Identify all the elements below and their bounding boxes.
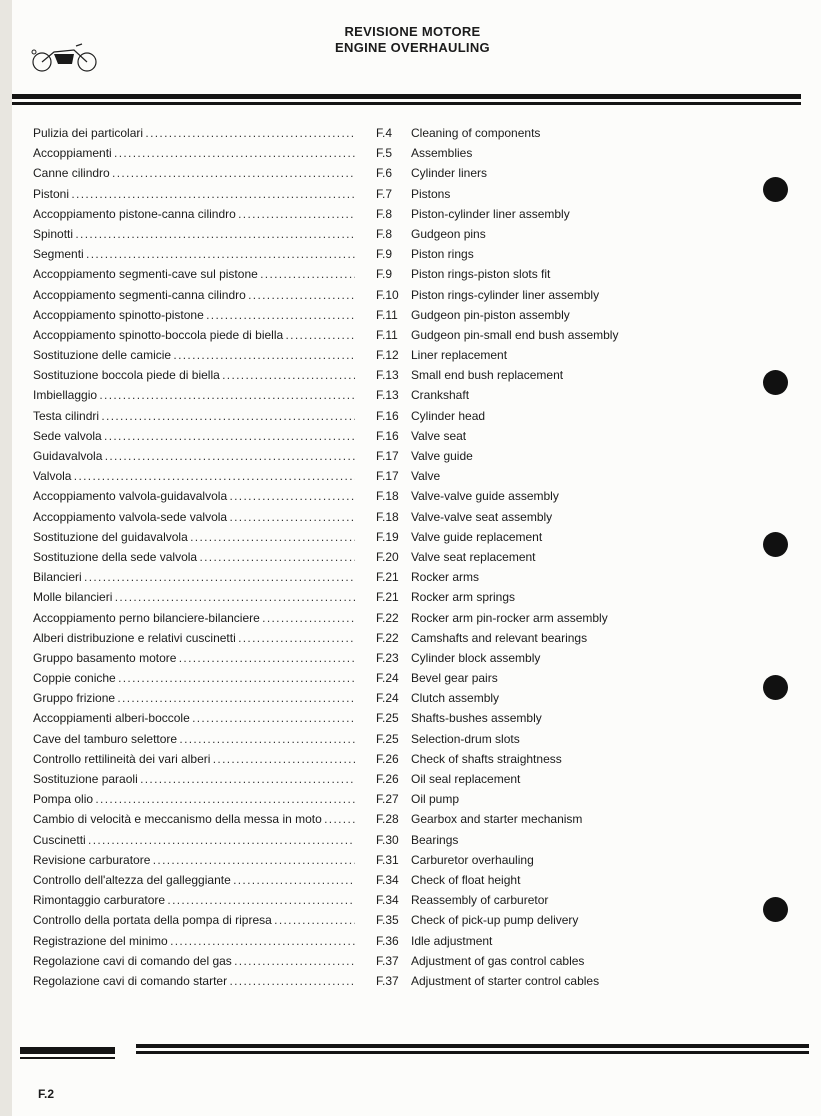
toc-row	[33, 143, 683, 163]
toc-row	[33, 668, 683, 688]
toc-row	[33, 547, 683, 567]
toc-page-ref: F.18	[376, 509, 399, 524]
toc-english-title: Cylinder liners	[411, 166, 488, 181]
toc-page-ref: F.21	[376, 570, 399, 585]
table-of-contents	[33, 123, 683, 991]
toc-row	[33, 870, 683, 890]
toc-row	[33, 285, 683, 305]
toc-italian-title: Controllo dell'altezza del galleggiante . . .	[33, 870, 355, 890]
toc-page-ref: F.13	[376, 388, 399, 403]
motorcycle-logo-icon	[30, 40, 100, 74]
toc-english-title: Piston rings-piston slots fit	[411, 267, 551, 282]
toc-row	[33, 406, 683, 426]
toc-row	[33, 648, 683, 668]
toc-page-ref: F.8	[376, 226, 393, 241]
toc-row	[33, 527, 683, 547]
toc-page-ref: F.11	[376, 327, 398, 342]
toc-row	[33, 305, 683, 325]
toc-english-title: Bearings	[411, 832, 459, 847]
toc-english-title: Piston rings-cylinder liner assembly	[411, 287, 600, 302]
toc-page-ref: F.20	[376, 549, 399, 564]
toc-italian-title: Sede valvola . . .	[33, 426, 355, 446]
toc-page-ref: F.35	[376, 913, 399, 928]
toc-page-ref: F.16	[376, 408, 399, 423]
toc-italian-title: Pompa olio . . .	[33, 789, 355, 809]
toc-italian-title: Testa cilindri . . .	[33, 406, 355, 426]
toc-italian-title: Sostituzione del guidavalvola . . .	[33, 527, 355, 547]
toc-english-title: Clutch assembly	[411, 691, 500, 706]
toc-english-title: Liner replacement	[411, 348, 508, 363]
toc-italian-title: Accoppiamenti . . .	[33, 143, 355, 163]
toc-page-ref: F.24	[376, 691, 399, 706]
toc-english-title: Piston-cylinder liner assembly	[411, 206, 570, 221]
title-english: ENGINE OVERHAULING	[335, 40, 490, 55]
toc-english-title: Gudgeon pins	[411, 226, 486, 241]
toc-page-ref: F.17	[376, 449, 399, 463]
toc-italian-title: Accoppiamento valvola-sede valvola . . .	[33, 507, 355, 527]
toc-page-ref: F.12	[376, 348, 399, 363]
toc-english-title: Check of shafts straightness	[411, 751, 562, 766]
toc-italian-title: Pistoni . . .	[33, 184, 355, 204]
toc-english-title: Selection-drum slots	[411, 731, 520, 746]
toc-italian-title: Revisione carburatore . . .	[33, 850, 355, 870]
toc-english-title: Pistons	[411, 186, 451, 201]
toc-page-ref: F.24	[376, 671, 399, 686]
toc-english-title: Reassembly of carburetor	[411, 893, 549, 908]
toc-row	[33, 466, 683, 486]
toc-italian-title: Rimontaggio carburatore . . .	[33, 890, 355, 910]
toc-italian-title: Cave del tamburo selettore . . .	[33, 729, 355, 749]
toc-page-ref: F.25	[376, 731, 399, 746]
toc-page-ref: F.37	[376, 953, 399, 968]
toc-row	[33, 507, 683, 527]
toc-italian-title: Sostituzione della sede valvola . . .	[33, 547, 355, 567]
toc-page-ref: F.5	[376, 146, 393, 161]
toc-italian-title: Spinotti . . .	[33, 224, 355, 244]
toc-english-title: Rocker arm pin-rocker arm assembly	[411, 610, 608, 625]
binder-hole-icon	[763, 177, 788, 202]
toc-english-title: Gearbox and starter mechanism	[411, 812, 583, 827]
toc-english-title: Valve guide replacement	[411, 529, 543, 544]
toc-page-ref: F.23	[376, 650, 399, 665]
toc-italian-title: Accoppiamento perno bilanciere-bilanciere . . .	[33, 608, 355, 628]
page-number: F.2	[38, 1087, 55, 1101]
toc-page-ref: F.10	[376, 287, 399, 302]
toc-italian-title: Cambio di velocità e meccanismo della messa in moto . . .	[33, 809, 355, 829]
toc-page-ref: F.19	[376, 529, 399, 544]
toc-italian-title: Accoppiamento spinotto-pistone . . .	[33, 305, 355, 325]
toc-italian-title: Registrazione del minimo . . .	[33, 931, 355, 951]
toc-english-title: Adjustment of gas control cables	[411, 953, 585, 968]
toc-row	[33, 910, 683, 930]
toc-italian-title: Segmenti . . .	[33, 244, 355, 264]
footer-rule	[20, 1043, 809, 1063]
title-italian: REVISIONE MOTORE	[344, 24, 481, 39]
toc-page-ref: F.27	[376, 792, 399, 807]
toc-english-title: Oil seal replacement	[411, 772, 521, 786]
toc-italian-title: Coppie coniche . . .	[33, 668, 355, 688]
toc-row	[33, 890, 683, 910]
toc-page-ref: F.9	[376, 267, 393, 282]
toc-italian-title: Sostituzione boccola piede di biella . . .	[33, 365, 355, 385]
toc-english-title: Valve-valve guide assembly	[411, 489, 559, 504]
toc-italian-title: Accoppiamento valvola-guidavalvola . . .	[33, 486, 355, 506]
toc-row	[33, 931, 683, 951]
toc-page-ref: F.8	[376, 206, 393, 221]
toc-row	[33, 708, 683, 728]
toc-page-ref: F.25	[376, 711, 399, 726]
toc-row	[33, 749, 683, 769]
toc-row	[33, 204, 683, 224]
toc-page-ref: F.26	[376, 751, 399, 766]
toc-row	[33, 426, 683, 446]
binder-hole-icon	[763, 532, 788, 557]
toc-italian-title: Molle bilancieri . . .	[33, 587, 355, 607]
toc-row	[33, 345, 683, 365]
toc-italian-title: Imbiellaggio . . .	[33, 385, 355, 405]
toc-italian-title: Accoppiamento segmenti-canna cilindro . . .	[33, 285, 355, 305]
toc-row	[33, 587, 683, 607]
toc-italian-title: Alberi distribuzione e relativi cuscinetti . . .	[33, 628, 355, 648]
toc-italian-title: Sostituzione paraoli . . .	[33, 769, 355, 789]
binder-hole-icon	[763, 897, 788, 922]
toc-page-ref: F.26	[376, 772, 399, 786]
toc-english-title: Assemblies	[411, 146, 473, 161]
toc-english-title: Valve	[411, 469, 441, 484]
toc-row	[33, 830, 683, 850]
toc-page-ref: F.36	[376, 933, 399, 948]
toc-row	[33, 244, 683, 264]
toc-page-ref: F.31	[376, 852, 399, 867]
toc-row	[33, 608, 683, 628]
toc-page-ref: F.7	[376, 186, 393, 201]
toc-row	[33, 264, 683, 284]
toc-row	[33, 184, 683, 204]
toc-english-title: Check of pick-up pump delivery	[411, 913, 579, 928]
toc-italian-title: Controllo rettilineità dei vari alberi . . .	[33, 749, 355, 769]
toc-italian-title: Accoppiamento spinotto-boccola piede di biella . . .	[33, 325, 355, 345]
toc-page-ref: F.37	[376, 973, 399, 988]
toc-row	[33, 850, 683, 870]
toc-page-ref: F.22	[376, 630, 399, 645]
toc-row	[33, 446, 683, 466]
toc-english-title: Valve guide	[411, 449, 473, 463]
toc-english-title: Cylinder block assembly	[411, 650, 541, 665]
toc-row	[33, 809, 683, 829]
toc-english-title: Gudgeon pin-piston assembly	[411, 307, 570, 322]
binder-hole-icon	[763, 675, 788, 700]
toc-italian-title: Gruppo frizione . . .	[33, 688, 355, 708]
toc-english-title: Crankshaft	[411, 388, 470, 403]
toc-english-title: Piston rings	[411, 247, 474, 262]
toc-row	[33, 628, 683, 648]
toc-italian-title: Sostituzione delle camicie . . .	[33, 345, 355, 365]
toc-italian-title: Guidavalvola . . .	[33, 446, 355, 466]
toc-row	[33, 971, 683, 991]
toc-italian-title: Pulizia dei particolari . . .	[33, 123, 355, 143]
toc-row	[33, 325, 683, 345]
toc-english-title: Adjustment of starter control cables	[411, 973, 600, 988]
toc-english-title: Oil pump	[411, 792, 460, 807]
toc-english-title: Gudgeon pin-small end bush assembly	[411, 327, 619, 342]
toc-italian-title: Valvola . . .	[33, 466, 355, 486]
toc-english-title: Rocker arm springs	[411, 590, 516, 605]
toc-row	[33, 163, 683, 183]
toc-row	[33, 224, 683, 244]
toc-row	[33, 567, 683, 587]
toc-english-title: Idle adjustment	[411, 933, 493, 948]
toc-page-ref: F.11	[376, 307, 398, 322]
toc-page-ref: F.18	[376, 489, 399, 504]
toc-row	[33, 729, 683, 749]
toc-page-ref: F.9	[376, 247, 393, 262]
toc-row	[33, 486, 683, 506]
toc-italian-title: Cuscinetti . . .	[33, 830, 355, 850]
toc-english-title: Camshafts and relevant bearings	[411, 630, 588, 645]
toc-english-title: Shafts-bushes assembly	[411, 711, 542, 726]
toc-page-ref: F.34	[376, 872, 399, 887]
toc-english-title: Check of float height	[411, 872, 521, 887]
toc-english-title: Valve seat	[411, 428, 467, 443]
toc-italian-title: Bilancieri . . .	[33, 567, 355, 587]
toc-english-title: Carburetor overhauling	[411, 852, 534, 867]
toc-row	[33, 951, 683, 971]
toc-english-title: Small end bush replacement	[411, 368, 564, 383]
toc-row	[33, 365, 683, 385]
toc-row	[33, 123, 683, 143]
toc-english-title: Cylinder head	[411, 408, 486, 423]
header-rule	[12, 94, 801, 108]
toc-italian-title: Gruppo basamento motore . . .	[33, 648, 355, 668]
toc-page-ref: F.6	[376, 166, 393, 181]
toc-page-ref: F.21	[376, 590, 399, 605]
toc-italian-title: Canne cilindro . . .	[33, 163, 355, 183]
toc-page-ref: F.17	[376, 469, 399, 484]
toc-page-ref: F.30	[376, 832, 399, 847]
toc-row	[33, 789, 683, 809]
page-title	[250, 24, 575, 56]
toc-english-title: Cleaning of components	[411, 126, 541, 140]
toc-english-title: Valve seat replacement	[411, 549, 536, 564]
toc-english-title: Bevel gear pairs	[411, 671, 498, 686]
toc-page-ref: F.4	[376, 126, 393, 140]
toc-english-title: Rocker arms	[411, 570, 480, 585]
toc-italian-title: Accoppiamento pistone-canna cilindro . . .	[33, 204, 355, 224]
toc-page-ref: F.28	[376, 812, 399, 827]
toc-page-ref: F.16	[376, 428, 399, 443]
page-edge-shadow	[0, 0, 12, 1116]
binder-hole-icon	[763, 370, 788, 395]
toc-page-ref: F.34	[376, 893, 399, 908]
toc-page-ref: F.22	[376, 610, 399, 625]
toc-row	[33, 385, 683, 405]
toc-italian-title: Controllo della portata della pompa di ripresa . . .	[33, 910, 355, 930]
toc-row	[33, 769, 683, 789]
toc-italian-title: Accoppiamenti alberi-boccole . . .	[33, 708, 355, 728]
toc-page-ref: F.13	[376, 368, 399, 383]
toc-italian-title: Regolazione cavi di comando starter . . .	[33, 971, 355, 991]
toc-row	[33, 688, 683, 708]
toc-italian-title: Regolazione cavi di comando del gas . . .	[33, 951, 355, 971]
toc-italian-title: Accoppiamento segmenti-cave sul pistone . . .	[33, 264, 355, 284]
toc-english-title: Valve-valve seat assembly	[411, 509, 553, 524]
